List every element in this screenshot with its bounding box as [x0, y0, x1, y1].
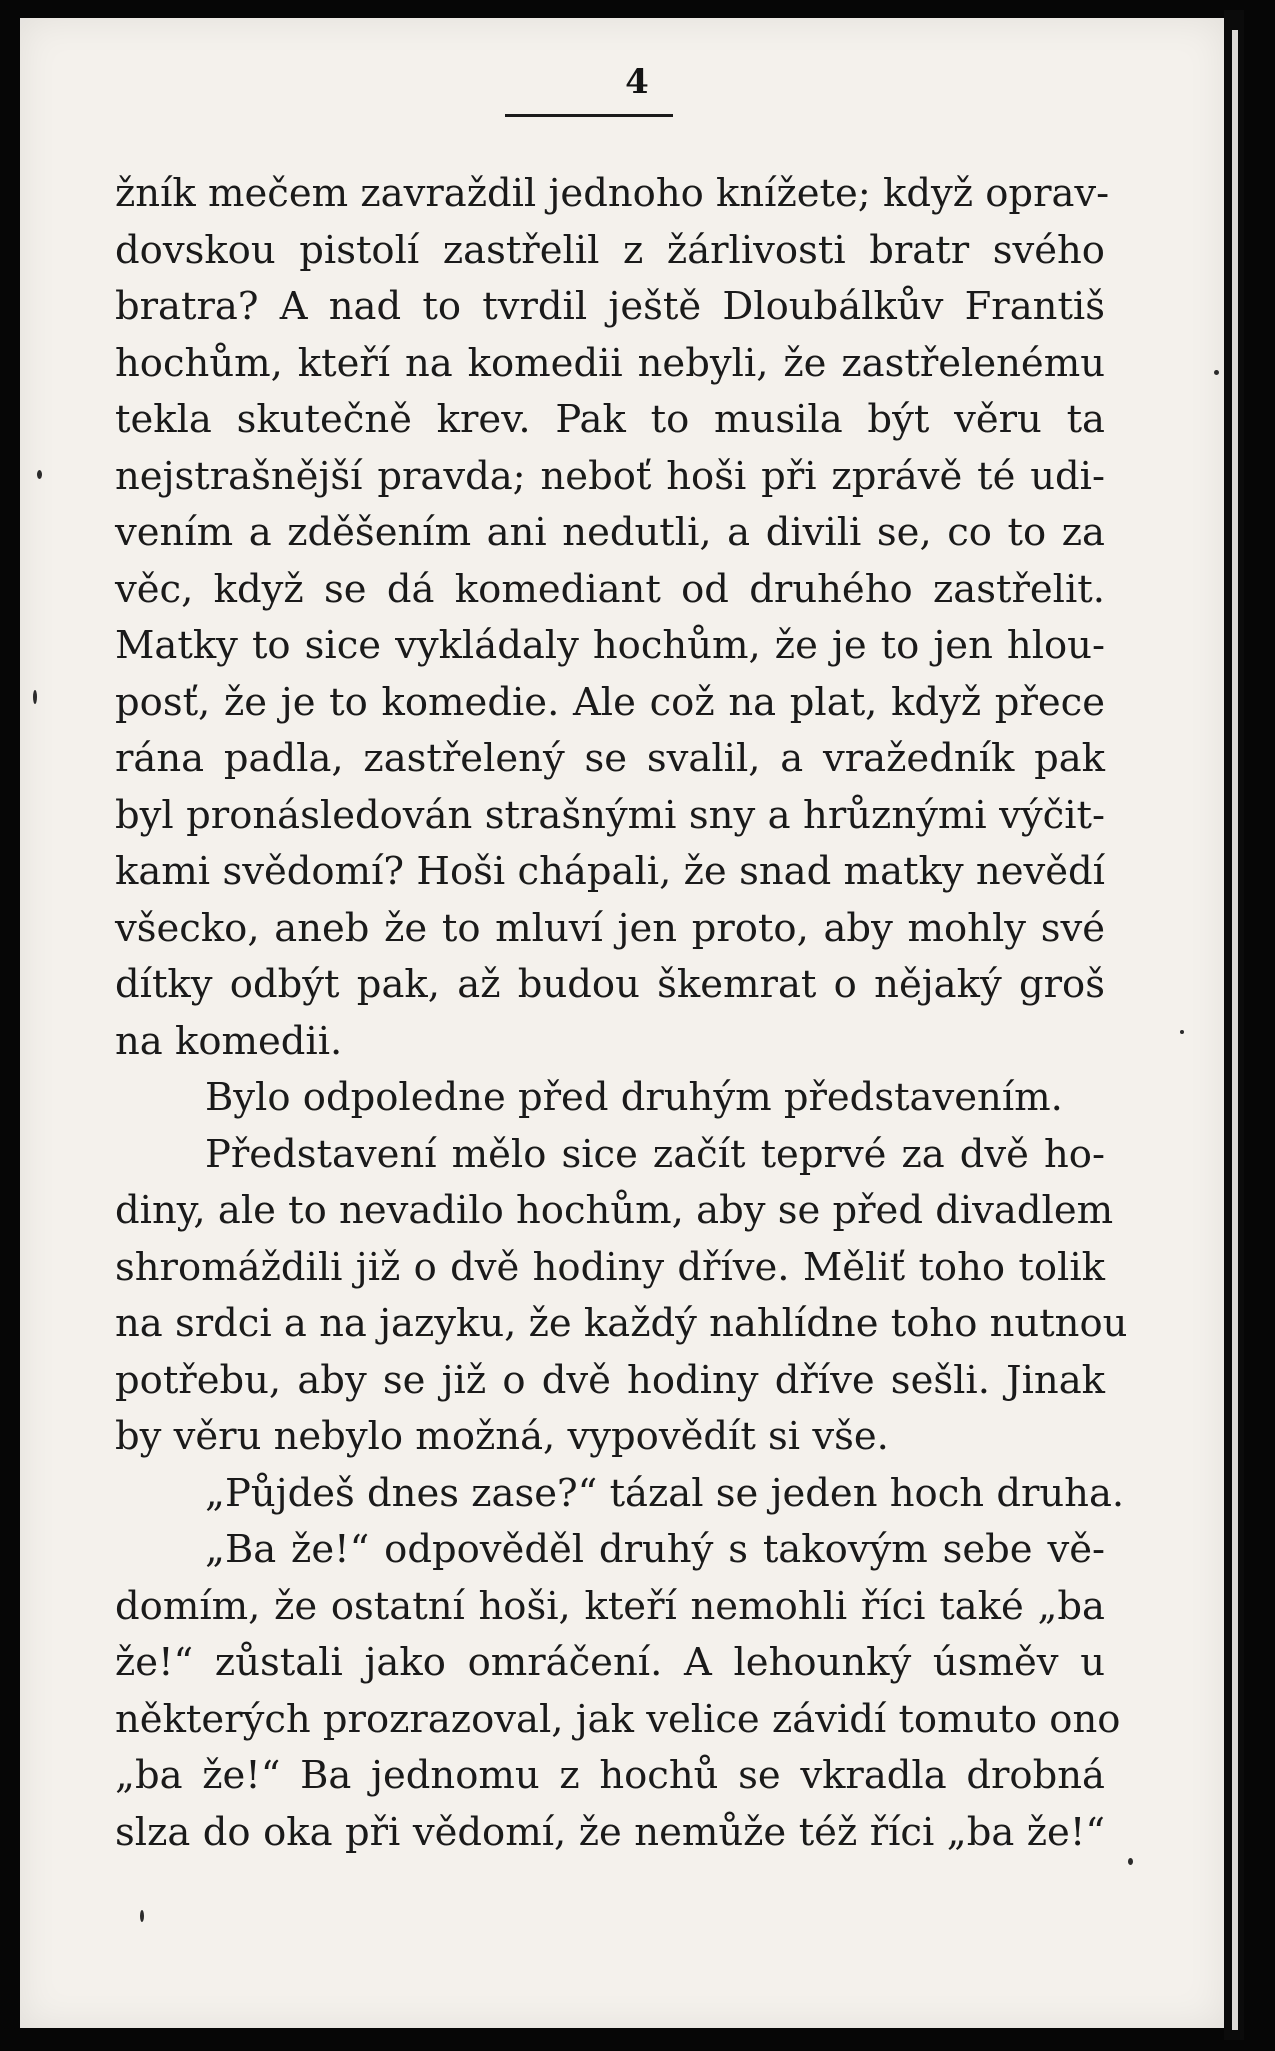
text-line: diny, ale to nevadilo hochům, aby se před divadlem: [115, 1188, 1114, 1233]
print-speck: [1128, 1858, 1133, 1865]
paragraph-first-line: „Půjdeš dnes zase?“ tázal se jeden hoch druha.: [205, 1470, 1125, 1516]
text-line: na srdci a na jazyku, že každý nahlídne toho nutnou: [115, 1301, 1128, 1346]
text-line: že!“ zůstali jako omráčení. A lehounký úsměv u: [115, 1640, 1105, 1685]
text-line: některých prozrazoval, jak velice závidí tomuto ono: [115, 1696, 1121, 1742]
text-line: bratra? A nad to tvrdil ještě Dloubálkův Františ: [115, 284, 1105, 329]
text-line: hochům, kteří na komedii nebyli, že zastřelenému: [115, 340, 1105, 386]
paragraph-first-line: Představení mělo sice začít teprvé za dvě ho-: [205, 1131, 1105, 1177]
print-speck: [140, 1910, 144, 1922]
text-line: rána padla, zastřelený se svalil, a vražedník pak: [115, 736, 1105, 781]
text-line: kami svědomí? Hoši chápali, že snad matky nevědí: [115, 849, 1105, 894]
text-line: slza do oka při vědomí, že nemůže též říci „ba že!“: [115, 1809, 1105, 1855]
page-number-rule: [505, 114, 673, 117]
text-line: nejstrašnější pravda; neboť hoši při zprávě té udi-: [115, 453, 1105, 499]
text-line: posť, že je to komedie. Ale což na plat, když přece: [115, 679, 1105, 725]
print-speck: [33, 690, 37, 704]
text-line: „ba že!“ Ba jednomu z hochů se vkradla drobná: [115, 1753, 1105, 1798]
text-line: byl pronásledován strašnými sny a hrůznými výčit-: [115, 792, 1105, 838]
text-line: dítky odbýt pak, až budou škemrat o nějaký groš: [115, 962, 1105, 1007]
text-line: žník mečem zavraždil jednoho knížete; když oprav-: [115, 171, 1110, 216]
text-line: domím, že ostatní hoši, kteří nemohli říci také „ba: [115, 1583, 1105, 1629]
next-page-edge: [1232, 30, 1238, 2030]
page-number: 4: [625, 62, 650, 102]
print-speck: [37, 470, 42, 479]
text-line: na komedii.: [115, 1018, 343, 1064]
paragraph-first-line: Bylo odpoledne před druhým představením.: [205, 1075, 1063, 1120]
print-speck: [1180, 1030, 1184, 1034]
body-text: [115, 166, 1128, 1861]
print-speck: [1214, 370, 1219, 375]
text-line: dovskou pistolí zastřelil z žárlivosti bratr svého: [115, 227, 1105, 273]
text-line: by věru nebylo možná, vypovědít si vše.: [115, 1414, 889, 1459]
paragraph-first-line: „Ba že!“ odpověděl druhý s takovým sebe vě-: [205, 1527, 1105, 1572]
text-line: všecko, aneb že to mluví jen proto, aby mohly své: [115, 905, 1105, 951]
text-line: Matky to sice vykládaly hochům, že je to jen hlou-: [115, 623, 1105, 668]
text-line: tekla skutečně krev. Pak to musila být věru ta: [115, 397, 1105, 442]
text-line: shromáždili již o dvě hodiny dříve. Měliť toho tolik: [115, 1244, 1105, 1290]
text-line: vením a zděšením ani nedutli, a divili se, co to za: [115, 510, 1105, 555]
text-line: potřebu, aby se již o dvě hodiny dříve sešli. Jinak: [115, 1357, 1105, 1403]
text-line: věc, když se dá komediant od druhého zastřelit.: [115, 566, 1105, 612]
